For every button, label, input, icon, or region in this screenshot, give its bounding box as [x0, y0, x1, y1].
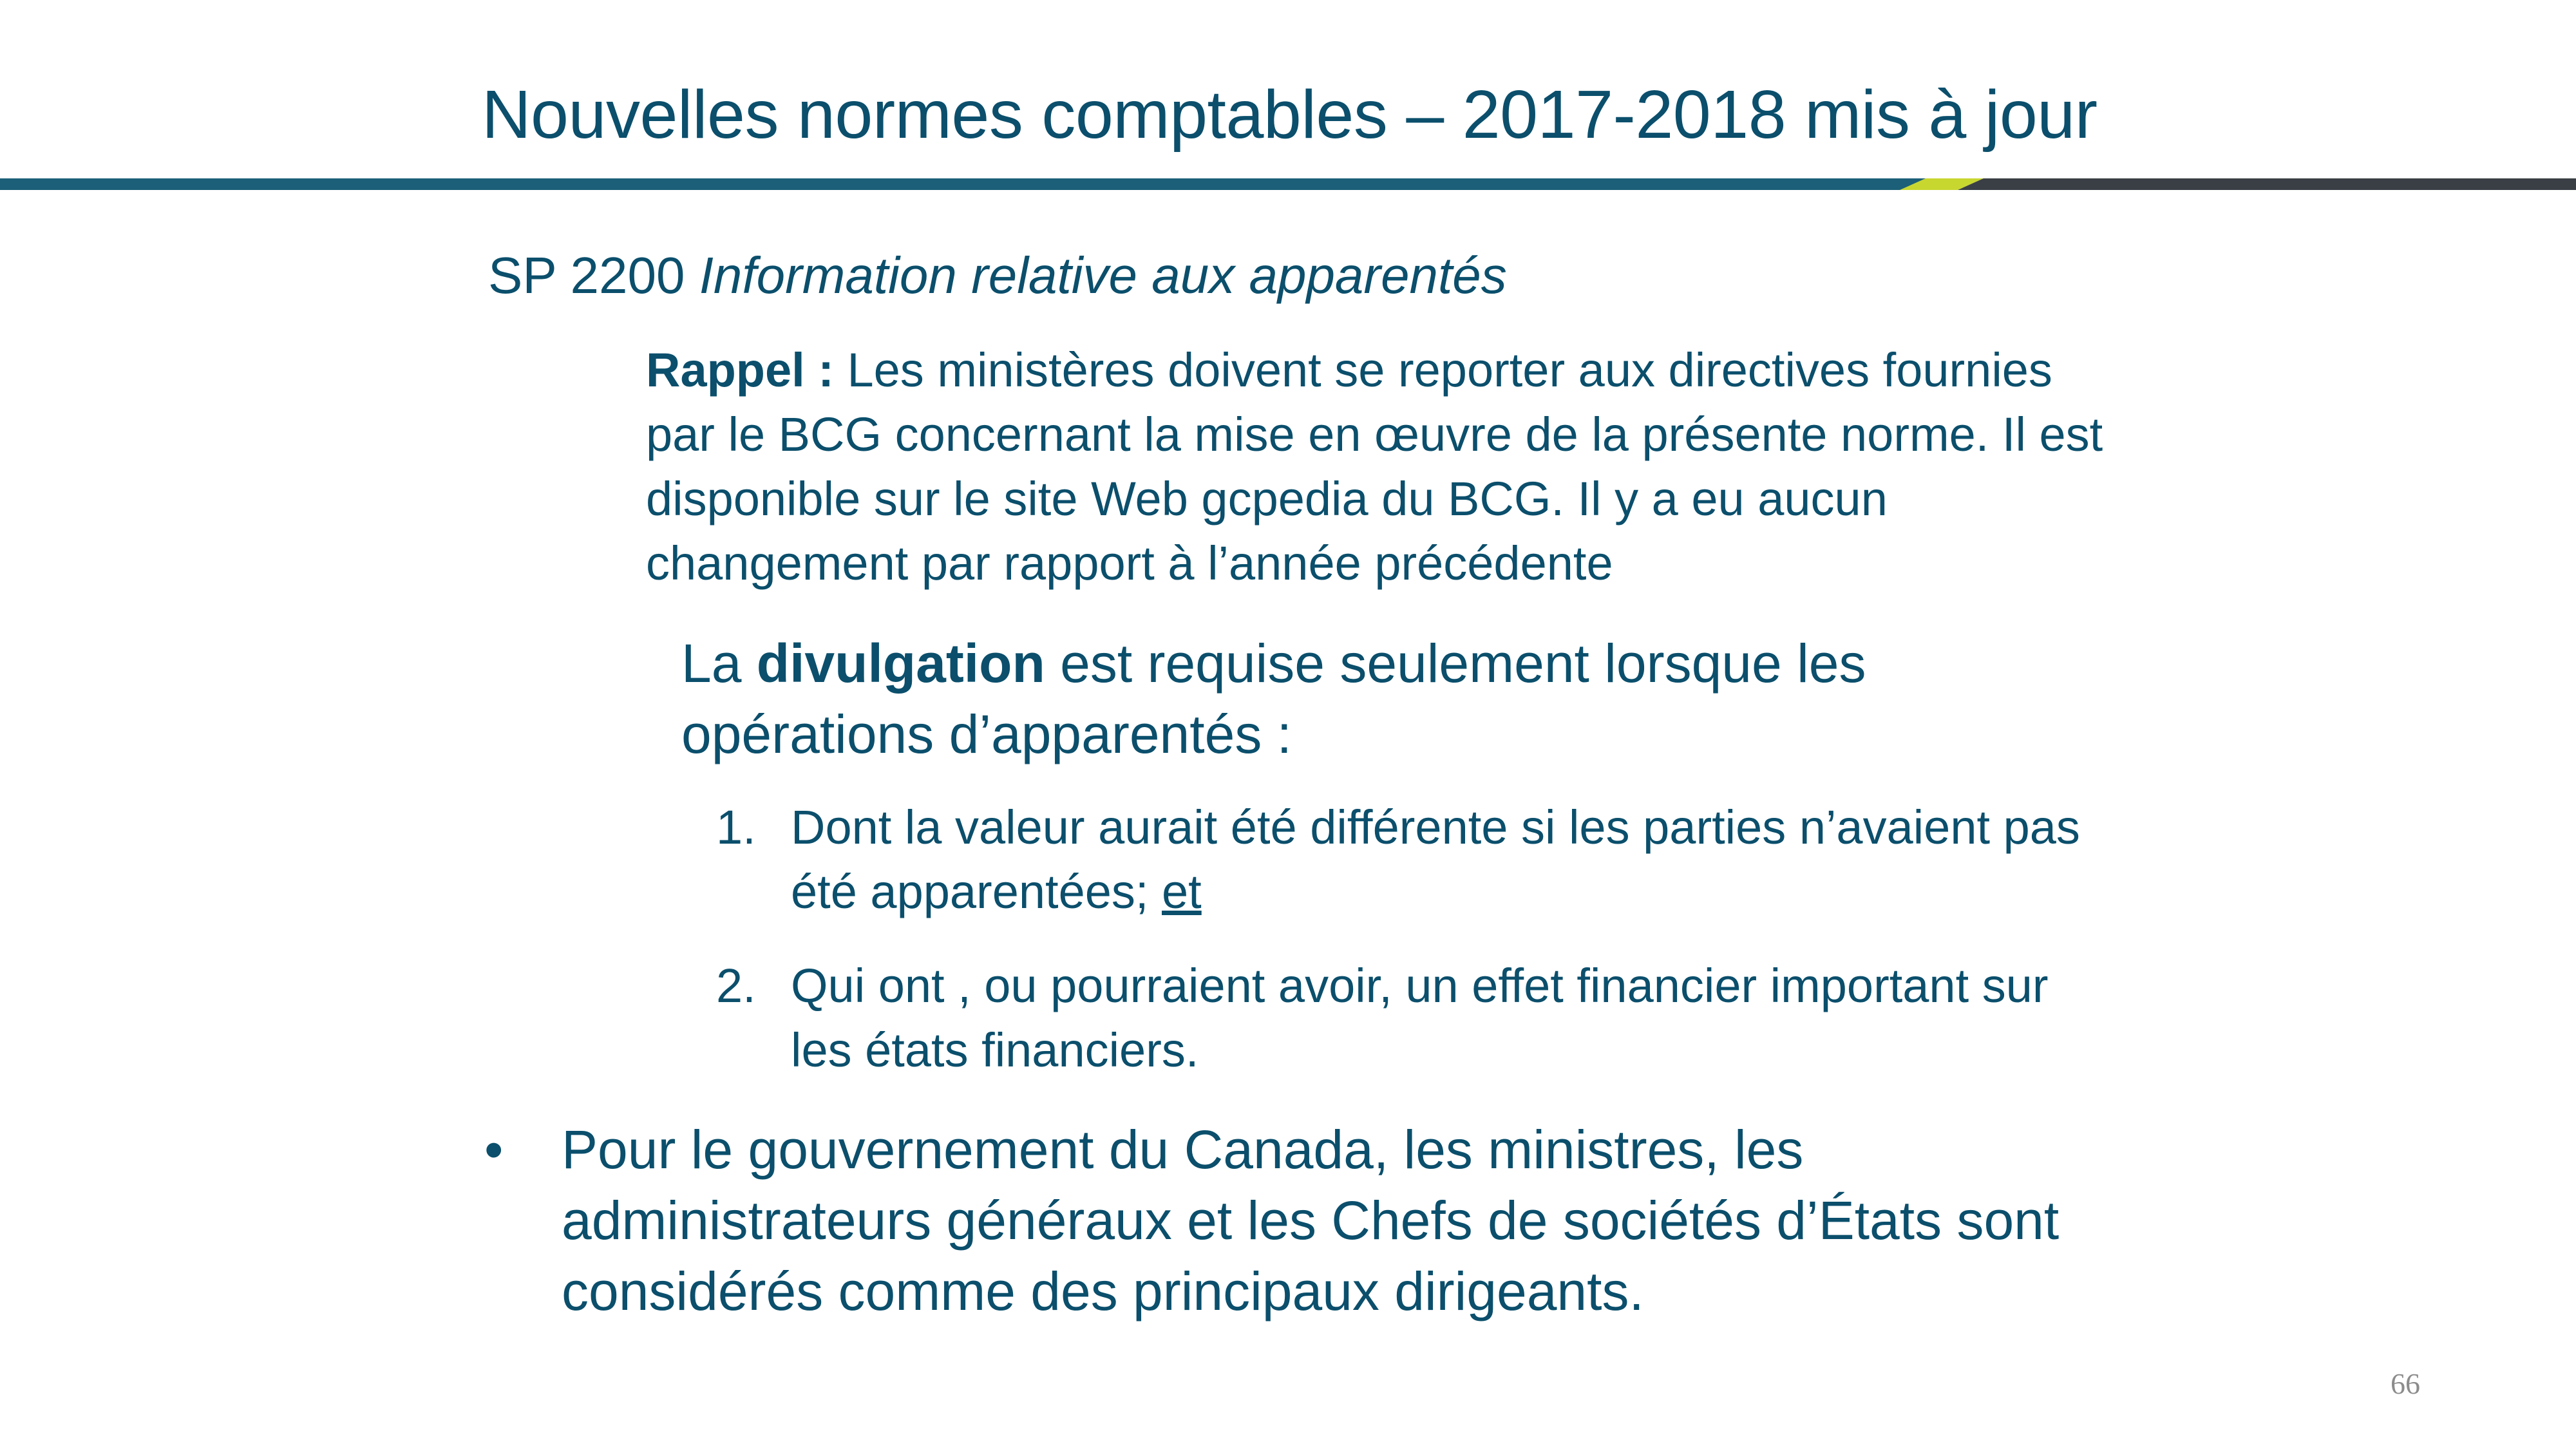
- standard-code: SP 2200: [488, 247, 699, 304]
- disclosure-keyword: divulgation: [756, 633, 1045, 694]
- slide-title: Nouvelles normes comptables – 2017-2018 mis à jour: [482, 77, 2098, 153]
- bullet-icon: •: [484, 1119, 504, 1180]
- list-item-number: 2.: [716, 959, 756, 1012]
- divider-dark-segment: [1958, 178, 2576, 190]
- divider-main-segment: [0, 178, 1932, 190]
- title-divider: [0, 178, 2576, 190]
- bullet-text: Pour le gouvernement du Canada, les ministres, les administrateurs généraux et les Chefs de sociétés d’États sont considérés comme des principaux dirigeants.: [562, 1119, 2060, 1321]
- disclosure-paragraph: [681, 628, 1969, 770]
- list-item: [716, 795, 2094, 924]
- standard-heading: [488, 245, 1507, 307]
- reminder-label: Rappel :: [646, 343, 834, 397]
- list-item-number: 1.: [716, 800, 756, 854]
- standard-name: Information relative aux apparentés: [699, 247, 1507, 304]
- list-item: [716, 954, 2094, 1083]
- bullet-point: [484, 1114, 2107, 1327]
- reminder-text: Les ministères doivent se reporter aux directives fournies par le BCG concernant la mise en œuvre de la présente norme. Il est disponible sur le site Web gcpedia du BCG. Il y a eu aucun changement par rapport à l’année précédente: [646, 343, 2103, 590]
- disclosure-suffix: est requise seulement lorsque les opérations d’apparentés :: [681, 633, 1866, 764]
- reminder-paragraph: [646, 338, 2127, 596]
- disclosure-prefix: La: [681, 633, 757, 694]
- list-item-underlined-word: et: [1162, 865, 1202, 918]
- page-number: 66: [2391, 1367, 2420, 1400]
- list-item-text: Qui ont , ou pourraient avoir, un effet financier important sur les états financiers.: [791, 959, 2049, 1077]
- list-item-text: Dont la valeur aurait été différente si les parties n’avaient pas été apparentées;: [791, 800, 2080, 918]
- numbered-list: [716, 795, 2094, 1112]
